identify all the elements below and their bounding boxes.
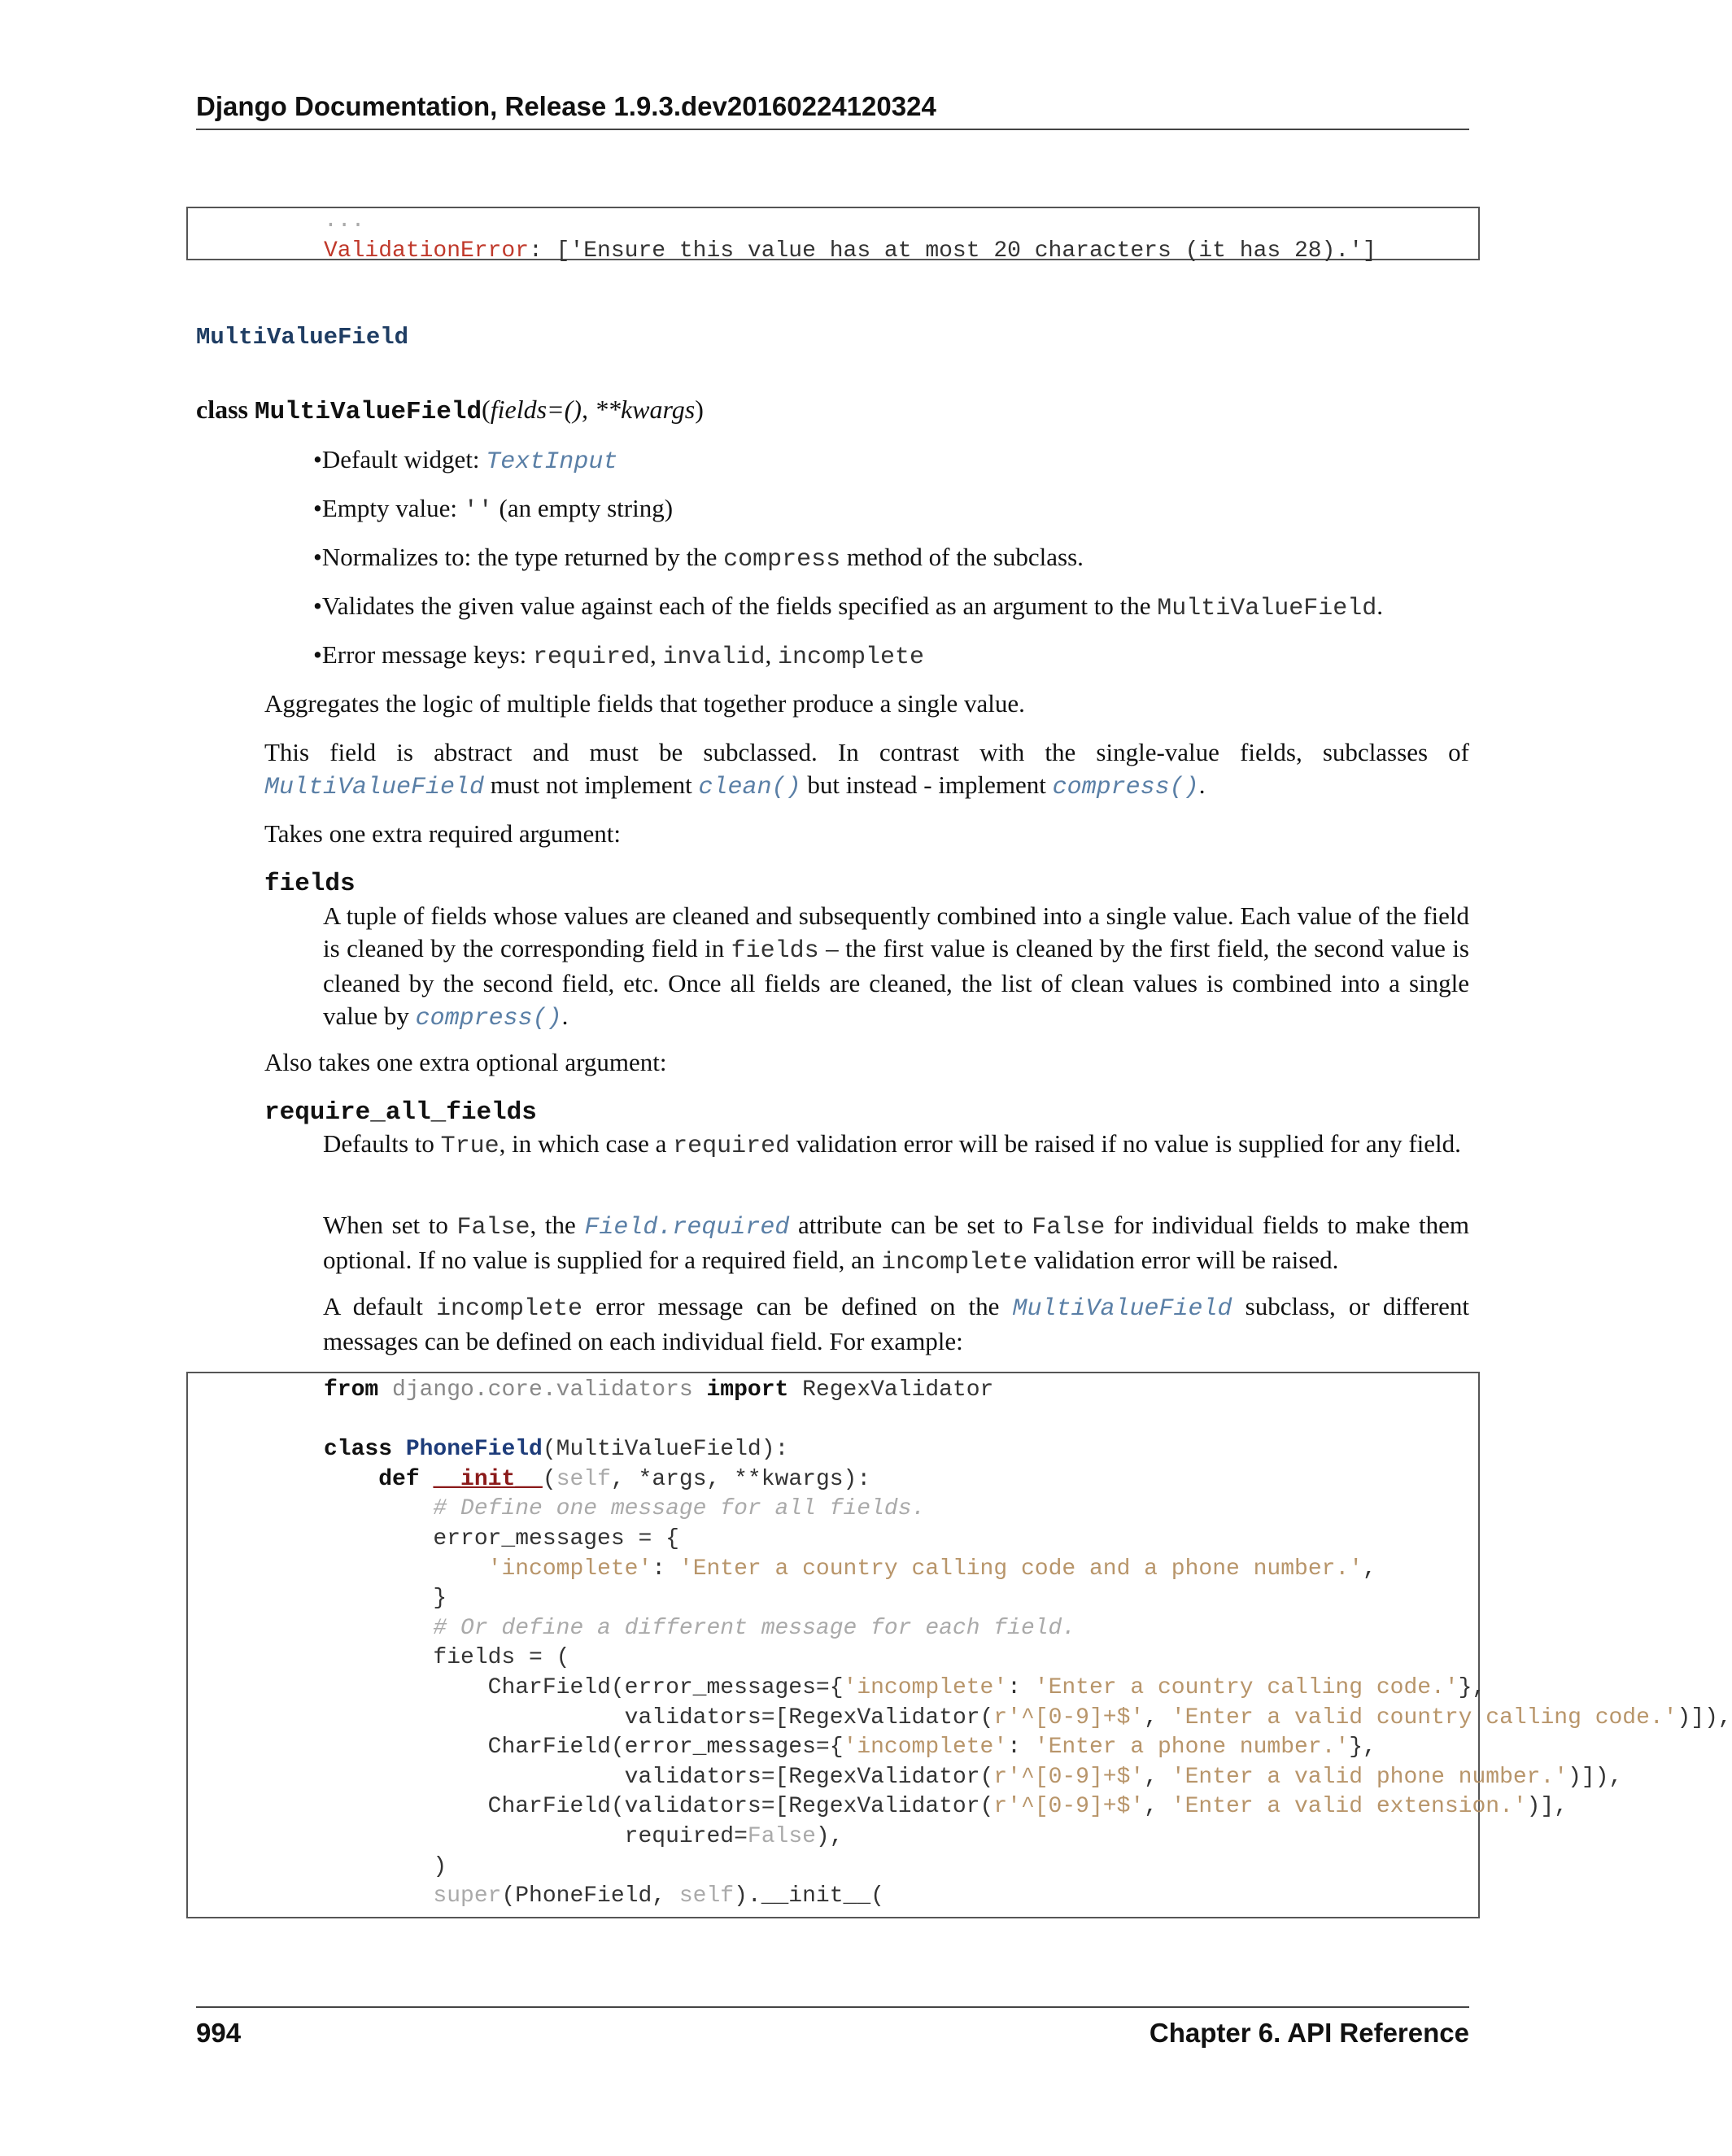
code-string: 'incomplete' <box>843 1735 1008 1761</box>
text: A default <box>323 1292 437 1320</box>
term-fields: fields <box>264 870 356 898</box>
code-text: , *args, **kwargs): <box>610 1466 871 1492</box>
code-keyword: from <box>324 1377 379 1403</box>
code-text: )]), <box>1677 1704 1732 1730</box>
code-builtin: super <box>433 1883 502 1909</box>
text: but instead - implement <box>801 770 1053 799</box>
text: . <box>561 1002 569 1030</box>
code-text: )], <box>1526 1794 1568 1820</box>
code-text: (PhoneField, <box>501 1883 679 1909</box>
code-self: self <box>678 1883 735 1909</box>
code-string: 'incomplete' <box>843 1674 1008 1700</box>
text: . <box>1198 770 1206 799</box>
code-text: , <box>1363 1556 1376 1582</box>
bullet-label: •Error message keys: <box>313 640 533 669</box>
code-text: }, <box>1458 1674 1486 1700</box>
code-self: self <box>556 1466 611 1492</box>
inline-code: False <box>456 1214 530 1242</box>
code-constant: False <box>747 1823 816 1849</box>
bullet-text: (an empty string) <box>492 494 674 522</box>
code-comment: # Or define a different message for each field. <box>433 1615 1076 1641</box>
bullet-label: •Normalizes to: the type returned by the <box>313 543 724 571</box>
code-text: validators=[RegexValidator( <box>624 1764 994 1790</box>
text: A tuple of fields whose values are cleaned and subsequently combined into a single value. Each value of the field is cleaned by the corresponding field in <box>323 901 1469 962</box>
inline-code: incomplete <box>778 644 925 671</box>
paragraph-aggregates: Aggregates the logic of multiple fields that together produce a single value. <box>264 689 1025 718</box>
bullet-empty-value <box>313 492 673 527</box>
code-block-example <box>186 1372 1732 1918</box>
bullet-label: •Default widget: <box>313 445 486 474</box>
code-string: 'Enter a country calling code.' <box>1034 1674 1459 1700</box>
paragraph-takes-required: Takes one extra required argument: <box>264 819 621 848</box>
inline-code: incomplete <box>436 1295 583 1323</box>
link-compress[interactable]: compress() <box>415 1005 562 1032</box>
code-text: ( <box>542 1466 556 1492</box>
code-text: }, <box>1349 1735 1376 1761</box>
bullet-error-keys <box>313 639 924 674</box>
code-text: )]), <box>1568 1764 1623 1790</box>
separator: , <box>650 640 663 669</box>
text: attribute can be set to <box>789 1211 1032 1239</box>
inline-code: '' <box>463 497 493 525</box>
code-string: 'Enter a valid extension.' <box>1171 1794 1527 1820</box>
link-multivaluefield[interactable]: MultiValueField <box>264 774 485 801</box>
text: , the <box>530 1211 585 1239</box>
bullet-label: •Validates the given value against each of the fields specified as an argument to the <box>313 591 1158 620</box>
separator: , <box>765 640 779 669</box>
code-text: } <box>433 1586 447 1612</box>
bullet-validates <box>313 590 1383 625</box>
code-text: required= <box>624 1823 748 1849</box>
bullet-normalizes-to <box>313 541 1084 576</box>
code-text: , <box>1144 1794 1171 1820</box>
code-text: , <box>1144 1764 1171 1790</box>
bullet-label: •Empty value: <box>313 494 464 522</box>
paragraph-takes-optional: Also takes one extra optional argument: <box>264 1048 667 1076</box>
definition-fields <box>323 900 1469 1035</box>
section-title[interactable]: MultiValueField <box>196 324 409 351</box>
bullet-text: method of the subclass. <box>840 543 1084 571</box>
code-string: r'^[0-9]+$' <box>993 1794 1145 1820</box>
chapter-title: Chapter 6. API Reference <box>1149 2018 1469 2048</box>
code-string: 'Enter a phone number.' <box>1034 1735 1350 1761</box>
code-string: 'incomplete' <box>487 1556 652 1582</box>
signature-name: MultiValueField <box>255 398 482 426</box>
text: , in which case a <box>499 1129 674 1158</box>
code-keyword: def <box>378 1466 420 1492</box>
code-comment: # Define one message for all fields. <box>433 1496 926 1522</box>
code-keyword: import <box>706 1377 789 1403</box>
code-name: RegexValidator <box>788 1377 994 1403</box>
code-class-name: PhoneField <box>405 1437 543 1463</box>
code-text: fields = ( <box>433 1645 570 1671</box>
code-module: django.core.validators <box>378 1377 707 1403</box>
text: Defaults to <box>323 1129 441 1158</box>
code-error-name: ValidationError <box>324 238 530 264</box>
code-string: 'Enter a valid phone number.' <box>1171 1764 1568 1790</box>
inline-code: MultiValueField <box>1157 595 1377 622</box>
inline-code: incomplete <box>881 1249 1028 1277</box>
inline-code: invalid <box>662 644 766 671</box>
text: When set to <box>323 1211 457 1239</box>
link-field-required[interactable]: Field.required <box>584 1214 790 1242</box>
code-function-name: __init__ <box>433 1466 543 1492</box>
code-string: r'^[0-9]+$' <box>993 1764 1145 1790</box>
code-text: validators=[RegexValidator( <box>624 1704 994 1730</box>
page-header-title: Django Documentation, Release 1.9.3.dev20160224120324 <box>196 91 936 121</box>
code-text: : <box>1007 1735 1035 1761</box>
text: error message can be defined on the <box>582 1292 1013 1320</box>
page-number: 994 <box>196 2018 242 2048</box>
code-ellipsis: ... <box>324 208 365 233</box>
signature-close-paren: ) <box>695 395 704 424</box>
class-signature <box>196 395 704 426</box>
text: This field is abstract and must be subclassed. In contrast with the single-value fields, subclasses of <box>264 738 1469 766</box>
code-string: 'Enter a country calling code and a phone number.' <box>678 1556 1363 1582</box>
link-compress[interactable]: compress() <box>1052 774 1199 801</box>
inline-code: required <box>673 1133 791 1160</box>
text: must not implement <box>484 770 699 799</box>
code-error-message: : ['Ensure this value has at most 20 characters (it has 28).'] <box>529 238 1376 264</box>
text: – the first value is cleaned by the first field, the second value is cleaned by the second field, etc. Once all fields are cleaned, the list of clean values is combined into a single value by <box>323 934 1469 1030</box>
code-text: ) <box>433 1853 447 1879</box>
code-keyword: class <box>324 1437 393 1463</box>
inline-code: fields <box>731 937 819 965</box>
text: subclass, or different messages can be defined on each individual field. For example: <box>323 1292 1469 1355</box>
definition-default-incomplete <box>323 1290 1469 1358</box>
code-text: CharField(error_messages={ <box>487 1735 844 1761</box>
code-text: CharField(error_messages={ <box>487 1674 844 1700</box>
signature-params: fields=(), **kwargs <box>490 395 696 424</box>
code-string: 'Enter a valid country calling code.' <box>1171 1704 1677 1730</box>
inline-code: False <box>1032 1214 1106 1242</box>
definition-when-false <box>323 1209 1469 1279</box>
code-block-top <box>186 207 1480 264</box>
definition-require-all-fields <box>323 1128 1469 1163</box>
signature-keyword: class <box>196 395 248 424</box>
inline-code: True <box>440 1133 500 1160</box>
text: validation error will be raised if no value is supplied for any field. <box>790 1129 1461 1158</box>
code-text: ), <box>815 1823 844 1849</box>
text: validation error will be raised. <box>1027 1246 1339 1274</box>
footer-rule <box>196 2006 1469 2008</box>
link-clean[interactable]: clean() <box>698 774 801 801</box>
code-text: (MultiValueField): <box>542 1437 789 1463</box>
code-text: : <box>652 1556 679 1582</box>
inline-code: compress <box>723 546 841 574</box>
code-text: , <box>1144 1704 1171 1730</box>
code-text: CharField(validators=[RegexValidator( <box>487 1794 994 1820</box>
bullet-text: . <box>1376 591 1384 620</box>
bullet-default-widget <box>313 443 617 478</box>
code-text: : <box>1007 1674 1035 1700</box>
term-require-all-fields: require_all_fields <box>264 1098 537 1127</box>
link-textinput[interactable]: TextInput <box>486 448 618 476</box>
signature-open-paren: ( <box>482 395 491 424</box>
inline-code: required <box>532 644 650 671</box>
header-rule <box>196 129 1469 130</box>
code-string: r'^[0-9]+$' <box>993 1704 1145 1730</box>
text: for individual fields to make them optional. If no value is supplied for a required field, an <box>323 1211 1469 1274</box>
code-text: error_messages = { <box>433 1525 679 1552</box>
code-text: ).__init__( <box>734 1883 884 1909</box>
link-multivaluefield[interactable]: MultiValueField <box>1012 1295 1232 1323</box>
paragraph-abstract <box>264 736 1469 804</box>
